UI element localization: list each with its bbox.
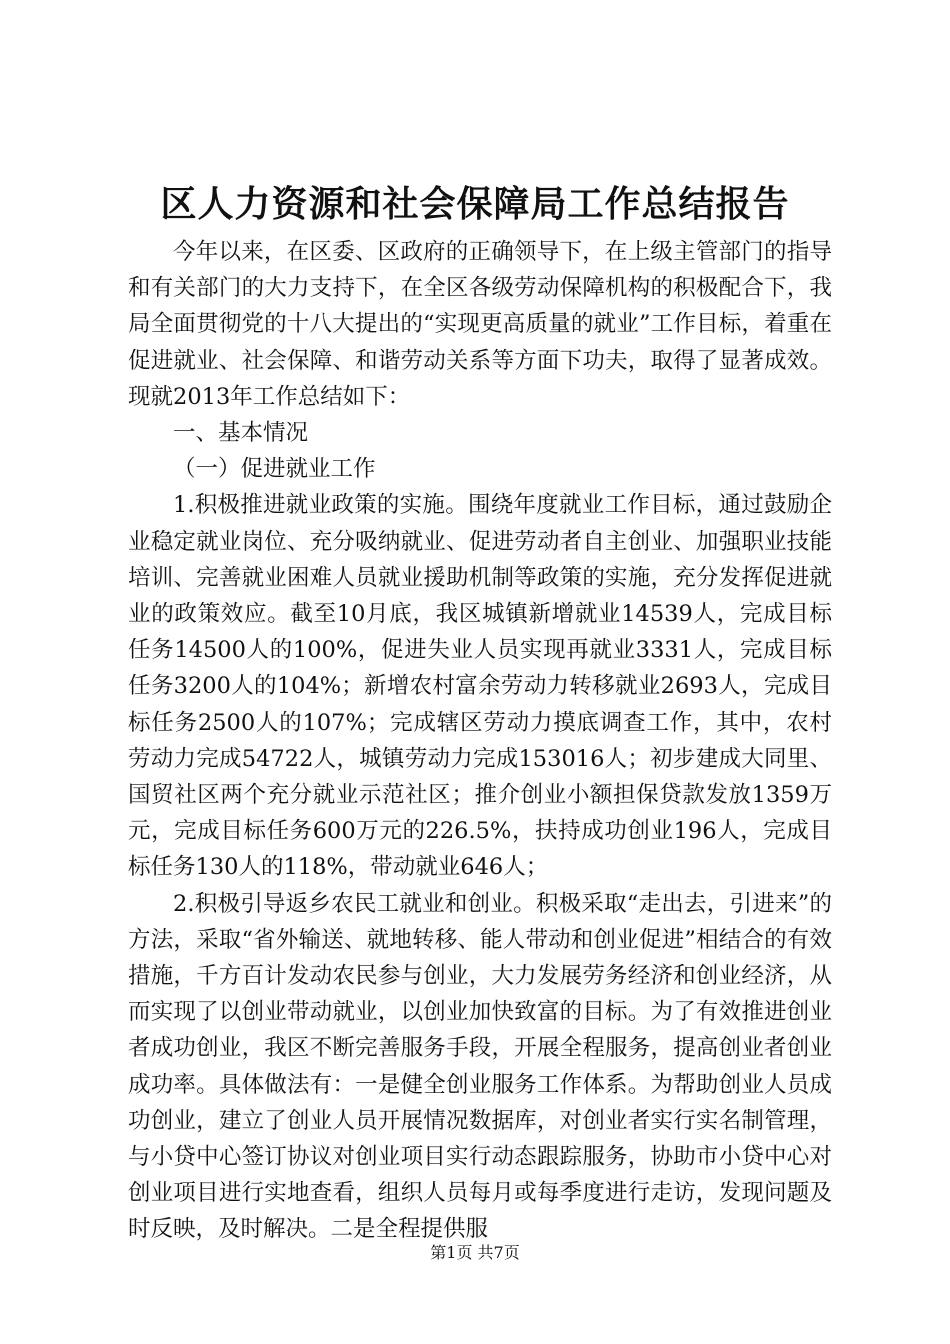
body-paragraph-returning-workers: 2.积极引导返乡农民工就业和创业。积极采取“走出去，引进来”的方法，采取“省外输送、就地转移、能人带动和创业促进”相结合的有效措施，千方百计发动农民参与创业，大力发展劳务经济和创业经济，从而实现了以创业带动就业，以创业加快致富的目标。为了有效推进创业者成功创业，我区不断完善服务手段，开展全程服务，提高创业者创业成功率。具体做法有：一是健全创业服务工作体系。为帮助创业人员成功创业，建立了创业人员开展情况数据库，对创业者实行实名制管理，与小贷中心签订协议对创业项目实行动态跟踪服务，协助市小贷中心对创业项目进行实地查看，组织人员每月或每季度进行走访，发现问题及时反映，及时解决。二是全程提供服 xyxy=(128,890,832,1243)
intro-paragraph: 今年以来，在区委、区政府的正确领导下，在上级主管部门的指导和有关部门的大力支持下，在全区各级劳动保障机构的积极配合下，我局全面贯彻党的十八大提出的“实现更高质量的就业”工作目标，着重在促进就业、社会保障、和谐劳动关系等方面下功夫，取得了显著成效。现就2013年工作总结如下： xyxy=(128,239,832,410)
subsection-heading: （一）促进就业工作 xyxy=(173,456,376,483)
section-heading: 一、基本情况 xyxy=(173,420,309,447)
body-paragraph-employment-policy: 1.积极推进就业政策的实施。围绕年度就业工作目标，通过鼓励企业稳定就业岗位、充分吸纳就业、促进劳动者自主创业、加强职业技能培训、完善就业困难人员就业援助机制等政策的实施，充分发挥促进就业的政策效应。截至10月底，我区城镇新增就业14539人，完成目标任务14500人的100%，促进失业人员实现再就业3331人，完成目标任务3200人的104%；新增农村富余劳动力转移就业2693人，完成目标任务2500人的107%；完成辖区劳动力摸底调查工作，其中，农村劳动力完成54722人，城镇劳动力完成153016人；初步建成大同里、国贸社区两个充分就业示范社区；推介创业小额担保贷款发放1359万元，完成目标任务600万元的226.5%，扶持成功创业196人，完成目标任务130人的118%，带动就业646人； xyxy=(128,492,832,881)
document-title: 区人力资源和社会保障局工作总结报告 xyxy=(160,183,790,225)
document-body xyxy=(128,234,832,1248)
page-footer: 第1页 共7页 xyxy=(430,1243,520,1262)
